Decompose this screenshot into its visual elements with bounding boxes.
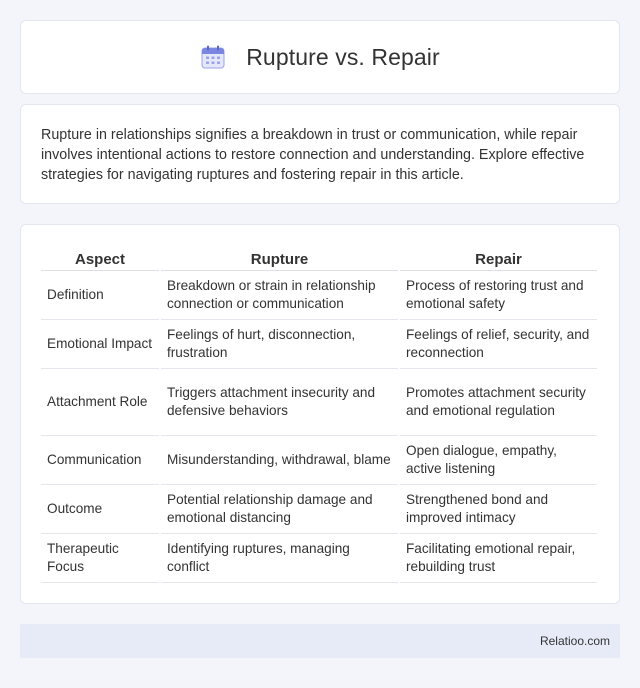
cell-rupture: Potential relationship damage and emotional distancing xyxy=(161,485,398,534)
table-header-row xyxy=(41,245,597,271)
table-row xyxy=(41,320,597,369)
cell-repair: Process of restoring trust and emotional safety xyxy=(400,271,597,320)
calendar-icon xyxy=(200,44,226,70)
intro-text: Rupture in relationships signifies a breakdown in trust or communication, while repair involves intentional actions to restore connection and understanding. Explore effective strategies for navigating ruptures and fostering repair in this article. xyxy=(41,127,585,183)
header-aspect: Aspect xyxy=(41,245,159,271)
cell-rupture: Breakdown or strain in relationship connection or communication xyxy=(161,271,398,320)
cell-aspect: Emotional Impact xyxy=(41,320,159,369)
table-row xyxy=(41,369,597,436)
cell-repair: Open dialogue, empathy, active listening xyxy=(400,436,597,485)
cell-aspect: Definition xyxy=(41,271,159,320)
header-repair: Repair xyxy=(400,245,597,271)
table-row xyxy=(41,271,597,320)
title-wrap xyxy=(200,44,440,71)
footer xyxy=(20,624,620,658)
table-row xyxy=(41,485,597,534)
cell-repair: Feelings of relief, security, and reconnection xyxy=(400,320,597,369)
header-card xyxy=(20,20,620,94)
cell-rupture: Misunderstanding, withdrawal, blame xyxy=(161,436,398,485)
footer-site-name: Relatioo.com xyxy=(539,634,610,648)
header-rupture: Rupture xyxy=(161,245,398,271)
cell-aspect: Communication xyxy=(41,436,159,485)
cell-repair: Promotes attachment security and emotional regulation xyxy=(400,369,597,436)
intro-card xyxy=(20,104,620,204)
cell-rupture: Identifying ruptures, managing conflict xyxy=(161,534,398,583)
cell-aspect: Therapeutic Focus xyxy=(41,534,159,583)
comparison-table-card xyxy=(20,224,620,604)
cell-rupture: Triggers attachment insecurity and defensive behaviors xyxy=(161,369,398,436)
page-title: Rupture vs. Repair xyxy=(246,43,440,70)
comparison-table xyxy=(39,245,599,583)
table-row xyxy=(41,436,597,485)
cell-repair: Facilitating emotional repair, rebuilding trust xyxy=(400,534,597,583)
cell-aspect: Attachment Role xyxy=(41,369,159,436)
cell-aspect: Outcome xyxy=(41,485,159,534)
cell-repair: Strengthened bond and improved intimacy xyxy=(400,485,597,534)
cell-rupture: Feelings of hurt, disconnection, frustration xyxy=(161,320,398,369)
table-row xyxy=(41,534,597,583)
